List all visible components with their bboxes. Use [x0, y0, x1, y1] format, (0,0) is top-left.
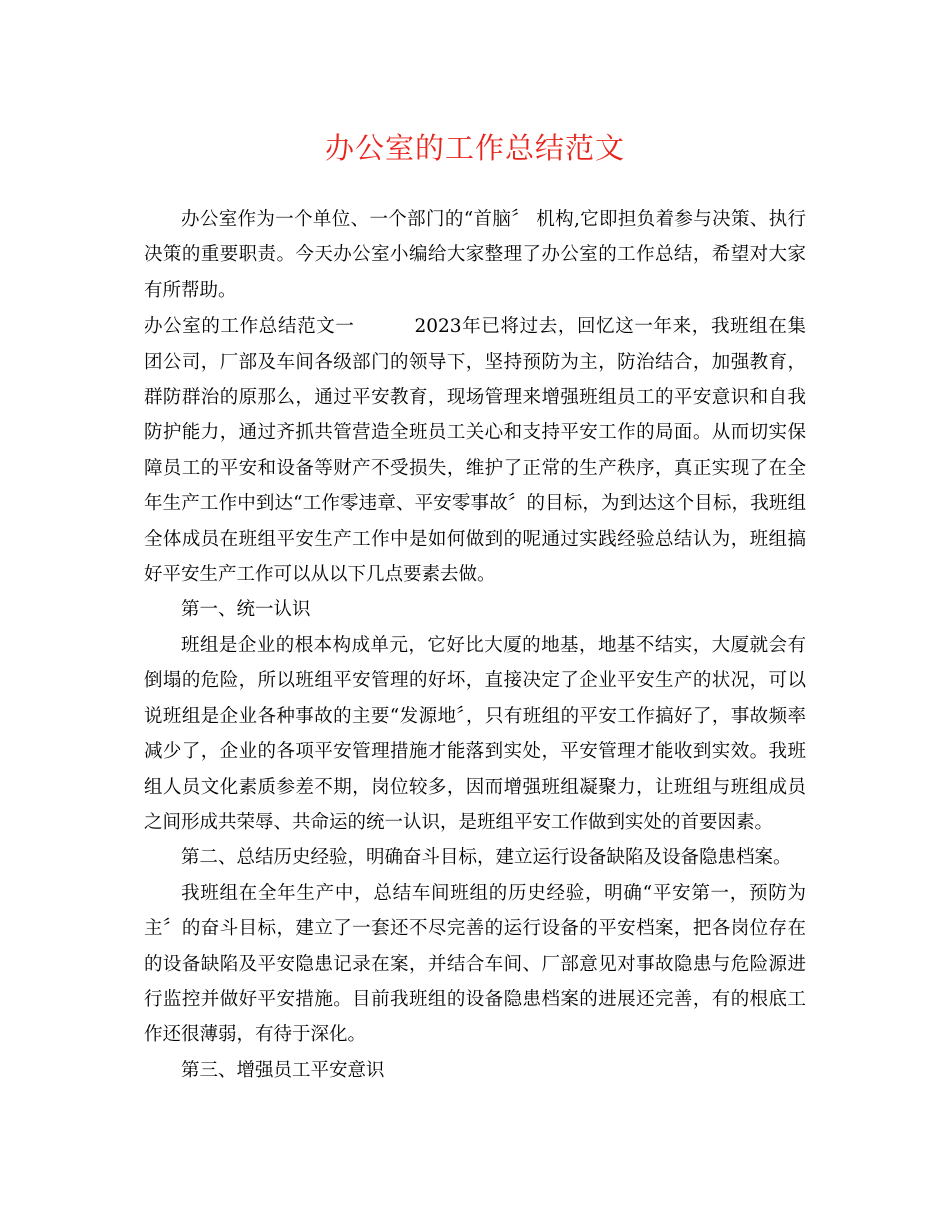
document-body [144, 202, 806, 1088]
intro-paragraph: 办公室作为一个单位、一个部门的“首脑〞 机构,它即担负着参与决策、执行决策的重要职责。今天办公室小编给大家整理了办公室的工作总结，希望对大家有所帮助。 [144, 209, 806, 301]
heading-history-experience: 第二、总结历史经验，明确奋斗目标，建立运行设备缺陷及设备隐患档案。 [181, 847, 792, 869]
paragraph-unified-understanding: 班组是企业的根本构成单元，它好比大厦的地基，地基不结实，大厦就会有倒塌的危险，所以班组平安管理的好坏，直接决定了企业平安生产的状况，可以说班组是企业各种事故的主要“发源地〞，只有班组的平安工作搞好了，事故频率减少了，企业的各项平安管理措施才能落到实处，平安管理才能收到实效。我班组人员文化素质参差不期，岗位较多，因而增强班组凝聚力，让班组与班组成员之间形成共荣辱、共命运的统一认识，是班组平安工作做到实处的首要因素。 [144, 634, 806, 833]
document-title: 办公室的工作总结范文 [324, 131, 625, 165]
paragraph-history-experience: 我班组在全年生产中，总结车间班组的历史经验，明确“平安第一，预防为主〞的奋斗目标，建立了一套还不尽完善的运行设备的平安档案，把各岗位存在的设备缺陷及平安隐患记录在案，并结合车间、厂部意见对事故隐患与危险源进行监控并做好平安措施。目前我班组的设备隐患档案的进展还完善，有的根底工作还很薄弱，有待于深化。 [144, 882, 806, 1046]
section-paragraph [144, 309, 806, 592]
section-label: 办公室的工作总结范文一 [144, 316, 355, 338]
section-text: 2023年已将过去，回忆这一年来，我班组在集团公司，厂部及车间各级部门的领导下，坚持预防为主，防治结合，加强教育，群防群治的原那么，通过平安教育，现场管理来增强班组员工的平安意识和自我防护能力，通过齐抓共管营造全班员工关心和支持平安工作的局面。从而切实保障员工的平安和设备等财产不受损失，维护了正常的生产秩序，真正实现了在全年生产工作中到达“工作零违章、平安零事故〞的目标，为到达这个目标，我班组全体成员在班组平安生产工作中是如何做到的呢通过实践经验总结认为，班组搞好平安生产工作可以从以下几点要素去做。 [144, 316, 806, 586]
heading-safety-awareness: 第三、增强员工平安意识 [181, 1059, 385, 1081]
heading-unified-understanding: 第一、统一认识 [181, 599, 311, 621]
